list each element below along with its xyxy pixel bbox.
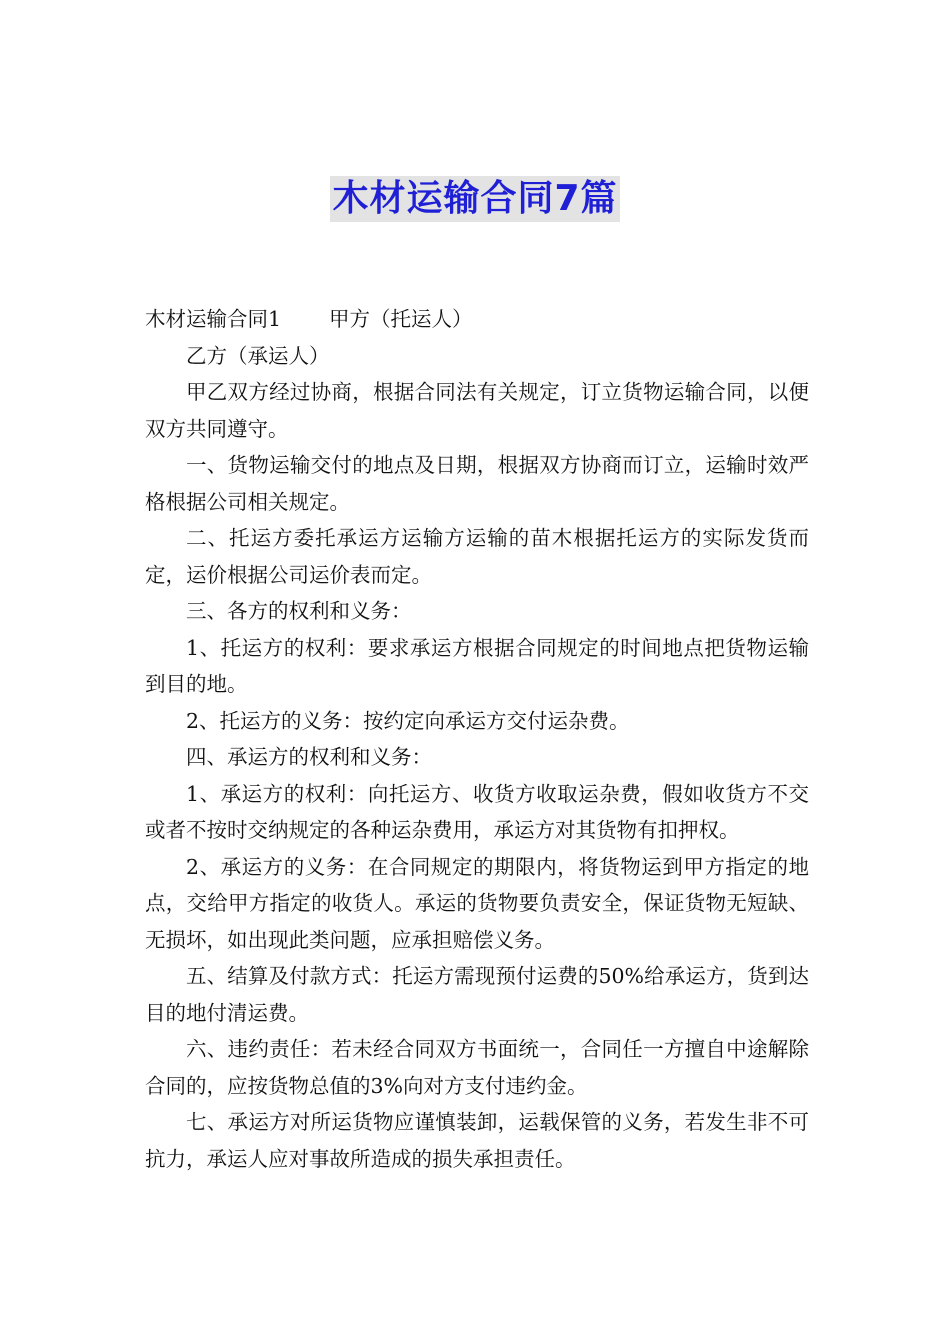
paragraph-clause-6: 六、违约责任：若未经合同双方书面统一，合同任一方擅自中途解除合同的，应按货物总值的3%向对方支付违约金。 bbox=[145, 1037, 809, 1098]
paragraph-clause-3-1: 1、托运方的权利：要求承运方根据合同规定的时间地点把货物运输到目的地。 bbox=[145, 635, 809, 696]
paragraph-clause-4: 四、承运方的权利和义务： bbox=[186, 745, 432, 769]
document-title: 木材运输合同7篇 bbox=[330, 176, 619, 222]
contract-heading: 木材运输合同1 bbox=[145, 307, 282, 331]
paragraph-clause-2: 二、托运方委托承运方运输方运输的苗木根据托运方的实际发货而定，运价根据公司运价表而定。 bbox=[145, 526, 809, 587]
party-a-label: 甲方（托运人） bbox=[329, 307, 473, 331]
paragraph-clause-3-2: 2、托运方的义务：按约定向承运方交付运杂费。 bbox=[186, 708, 630, 733]
paragraph-clause-7: 七、承运方对所运货物应谨慎装卸，运载保管的义务，若发生非不可抗力，承运人应对事故所造成的损失承担责任。 bbox=[145, 1110, 809, 1171]
title-container bbox=[0, 176, 950, 222]
paragraph-clause-1: 一、货物运输交付的地点及日期，根据双方协商而订立，运输时效严格根据公司相关规定。 bbox=[145, 453, 809, 514]
paragraph-clause-3: 三、各方的权利和义务： bbox=[186, 599, 412, 623]
party-b-label: 乙方（承运人） bbox=[186, 343, 330, 368]
contract-heading-line bbox=[145, 301, 809, 338]
document-body bbox=[145, 301, 809, 1177]
paragraph-clause-5: 五、结算及付款方式：托运方需现预付运费的50%给承运方，货到达目的地付清运费。 bbox=[145, 964, 809, 1025]
paragraph-clause-4-2: 2、承运方的义务：在合同规定的期限内，将货物运到甲方指定的地点，交给甲方指定的收货人。承运的货物要负责安全，保证货物无短缺、无损坏，如出现此类问题，应承担赔偿义务。 bbox=[145, 854, 809, 952]
paragraph-clause-4-1: 1、承运方的权利：向托运方、收货方收取运杂费，假如收货方不交或者不按时交纳规定的各种运杂费用，承运方对其货物有扣押权。 bbox=[145, 781, 809, 842]
paragraph-intro: 甲乙双方经过协商，根据合同法有关规定，订立货物运输合同，以便双方共同遵守。 bbox=[145, 380, 809, 441]
